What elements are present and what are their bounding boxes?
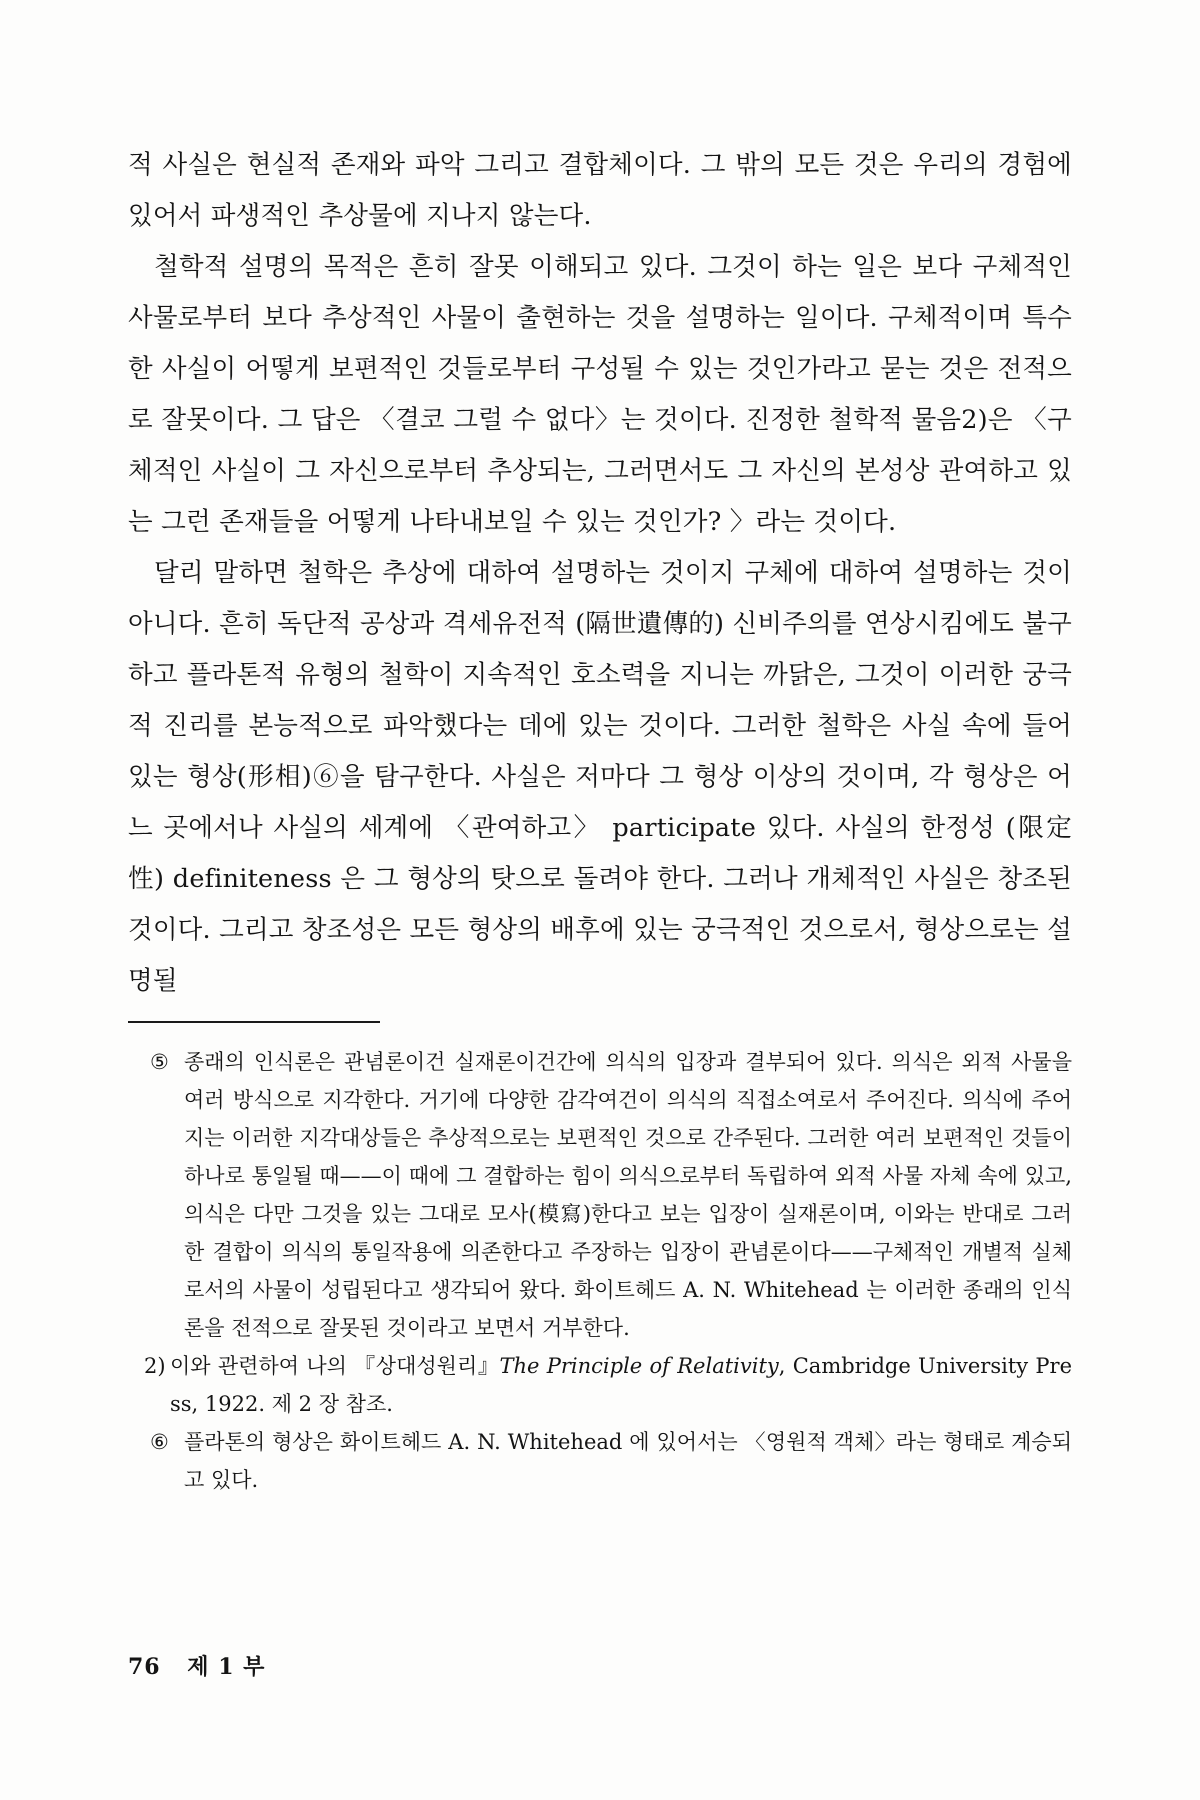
- footnote-2-text-before: 이와 관련하여 나의 『상대성원리』: [170, 1354, 500, 1378]
- footnote-separator: [128, 1021, 1072, 1041]
- paragraph-2: 철학적 설명의 목적은 흔히 잘못 이해되고 있다. 그것이 하는 일은 보다 구체적인 사물로부터 보다 추상적인 사물이 출현하는 것을 설명하는 일이다. 구체적이며 특수한 사실이 어떻게 보편적인 것들로부터 구성될 수 있는 것인가라고 묻는 것은 전적으로 잘못이다. 그 답은 〈결코 그럴 수 없다〉는 것이다. 진정한 철학적 물음2)은 〈구체적인 사실이 그 자신으로부터 추상되는, 그러면서도 그 자신의 본성상 관여하고 있는 그런 존재들을 어떻게 나타내보일 수 있는 것인가? 〉라는 것이다.: [128, 252, 1072, 537]
- page-content: [128, 140, 1072, 1499]
- footnote-2-marker: 2): [144, 1354, 166, 1378]
- body-text: [128, 140, 1072, 1007]
- page-footer: [128, 1650, 265, 1681]
- footnote-2-text-italic: The Principle of Relativity: [499, 1354, 779, 1378]
- paragraph-1: 적 사실은 현실적 존재와 파악 그리고 결합체이다. 그 밖의 모든 것은 우리의 경험에 있어서 파생적인 추상물에 지나지 않는다.: [128, 150, 1072, 231]
- footnotes: [128, 1043, 1072, 1499]
- footnote-6-text: 플라톤의 형상은 화이트헤드 A. N. Whitehead 에 있어서는 〈영원적 객체〉라는 형태로 계승되고 있다.: [184, 1430, 1072, 1492]
- part-label: 제 1 부: [187, 1654, 266, 1680]
- footnote-5: [150, 1043, 1072, 1347]
- footnote-5-marker: ⑤: [150, 1050, 169, 1074]
- footnote-2-text: [170, 1347, 1072, 1423]
- footnote-6-marker: ⑥: [150, 1430, 169, 1454]
- footnote-rule-line: [128, 1021, 380, 1023]
- footnote-5-text: 종래의 인식론은 관념론이건 실재론이건간에 의식의 입장과 결부되어 있다. 의식은 외적 사물을 여러 방식으로 지각한다. 거기에 다양한 감각여건이 의식의 직접소여로서 주어진다. 의식에 주어지는 이러한 지각대상들은 추상적으로는 보편적인 것으로 간주된다. 그러한 여러 보편적인 것들이 하나로 통일될 때——이 때에 그 결합하는 힘이 의식으로부터 독립하여 외적 사물 자체 속에 있고, 의식은 다만 그것을 있는 그대로 모사(模寫)한다고 보는 입장이 실재론이며, 이와는 반대로 그러한 결합이 의식의 통일작용에 의존한다고 주장하는 입장이 관념론이다——구체적인 개별적 실체로서의 사물이 성립된다고 생각되어 왔다. 화이트헤드 A. N. Whitehead 는 이러한 종래의 인식론을 전적으로 잘못된 것이라고 보면서 거부한다.: [184, 1050, 1072, 1340]
- page-number: 76: [128, 1654, 161, 1680]
- footnote-6: [150, 1423, 1072, 1499]
- footnote-2: [136, 1347, 1072, 1423]
- paragraph-3: 달리 말하면 철학은 추상에 대하여 설명하는 것이지 구체에 대하여 설명하는 것이 아니다. 흔히 독단적 공상과 격세유전적 (隔世遺傳的) 신비주의를 연상시킴에도 불구하고 플라톤적 유형의 철학이 지속적인 호소력을 지니는 까닭은, 그것이 이러한 궁극적 진리를 본능적으로 파악했다는 데에 있는 것이다. 그러한 철학은 사실 속에 들어 있는 형상(形相)⑥을 탐구한다. 사실은 저마다 그 형상 이상의 것이며, 각 형상은 어느 곳에서나 사실의 세계에 〈관여하고〉 participate 있다. 사실의 한정성 (限定性) definiteness 은 그 형상의 탓으로 돌려야 한다. 그러나 개체적인 사실은 창조된 것이다. 그리고 창조성은 모든 형상의 배후에 있는 궁극적인 것으로서, 형상으로는 설명될: [128, 558, 1072, 996]
- footnote-2-text-after: , Cambridge University Press, 1922. 제 2 장 참조.: [170, 1354, 1073, 1416]
